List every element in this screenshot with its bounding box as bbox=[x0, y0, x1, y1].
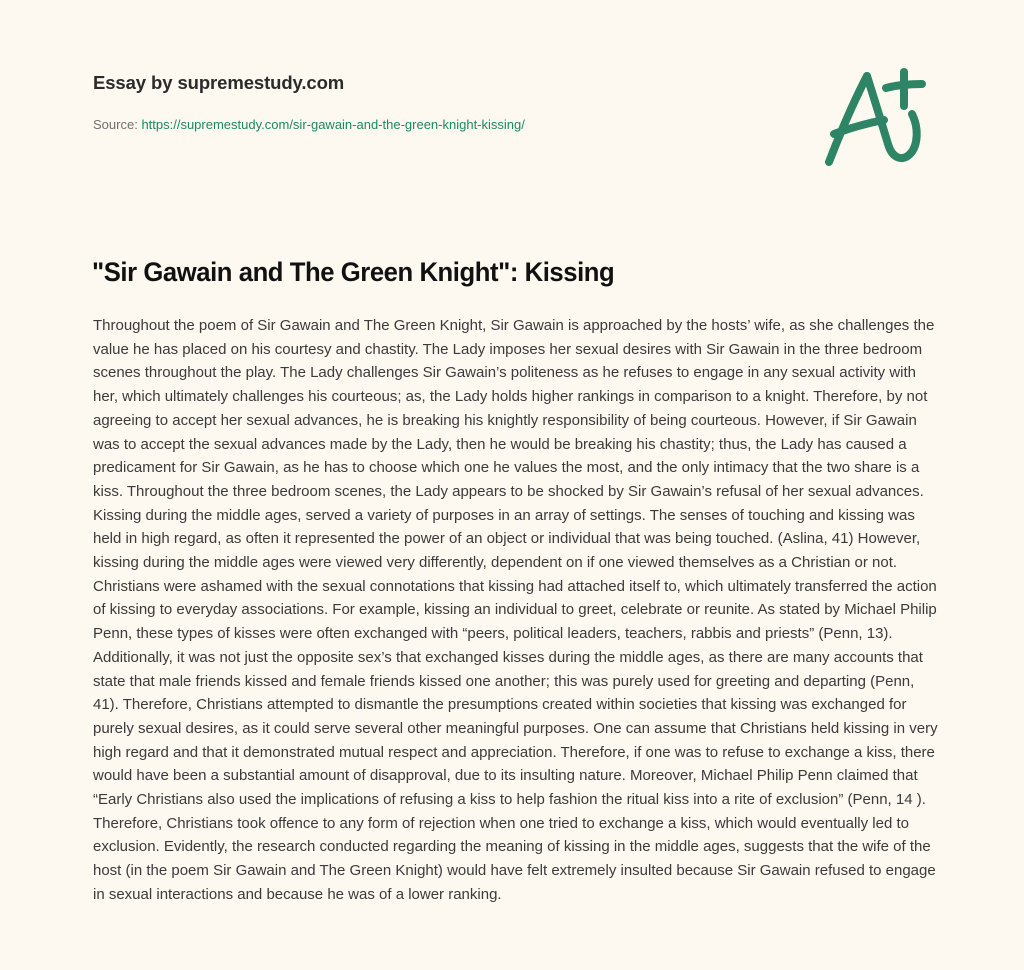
source-label: Source: bbox=[93, 117, 138, 132]
source-url-link[interactable]: https://supremestudy.com/sir-gawain-and-the-green-knight-kissing/ bbox=[141, 117, 525, 132]
source-line bbox=[93, 116, 793, 133]
a-plus-logo-icon bbox=[812, 62, 930, 172]
essay-byline: Essay by supremestudy.com bbox=[93, 72, 345, 93]
essay-body bbox=[93, 314, 938, 907]
essay-body-text: Throughout the poem of Sir Gawain and The Green Knight, Sir Gawain is approached by the hosts’ wife, as she challenges the value he has placed on his courtesy and chastity. The Lady imposes her sexual desires with Sir Gawain in the three bedroom scenes throughout the play. The Lady challenges Sir Gawain’s politeness as he refuses to engage in any sexual activity with her, which ultimately challenges his courteous; as, the Lady holds higher rankings in comparison to a knight. Therefore, by not agreeing to accept her sexual advances, he is breaking his knightly responsibility of being courteous. However, if Sir Gawain was to accept the sexual advances made by the Lady, then he would be breaking his chastity; thus, the Lady has caused a predicament for Sir Gawain, as he has to choose which one he values the most, and the only intimacy that the two share is a kiss. Throughout the three bedroom scenes, the Lady appears to be shocked by Sir Gawain’s refusal of her sexual advances. Kissing during the middle ages, served a variety of purposes in an array of settings. The senses of touching and kissing was held in high regard, as often it represented the power of an object or individual that was being touched. (Aslina, 41) However, kissing during the middle ages were viewed very differently, dependent on if one viewed themselves as a Christian or not. Christians were ashamed with the sexual connotations that kissing had attached itself to, which ultimately transferred the action of kissing to everyday associations. For example, kissing an individual to greet, celebrate or reunite. As stated by Michael Philip Penn, these types of kisses were often exchanged with “peers, political leaders, teachers, rabbis and priests” (Penn, 13). Additionally, it was not just the opposite sex’s that exchanged kisses during the middle ages, as there are many accounts that state that male friends kissed and female friends kissed one another; this was purely used for greeting and departing (Penn, 41). Therefore, Christians attempted to dismantle the presumptions created within societies that kissing was exchanged for purely sexual desires, as it could serve several other meaningful purposes. One can assume that Christians held kissing in very high regard and that it demonstrated mutual respect and appreciation. Therefore, if one was to refuse to exchange a kiss, there would have been a substantial amount of disapproval, due to its insulting nature. Moreover, Michael Philip Penn claimed that “Early Christians also used the implications of refusing a kiss to help fashion the ritual kiss into a rite of exclusion” (Penn, 14 ). Therefore, Christians took offence to any form of rejection when one tried to exchange a kiss, which would eventually led to exclusion. Evidently, the research conducted regarding the meaning of kissing in the middle ages, suggests that the wife of the host (in the poem Sir Gawain and The Green Knight) would have felt extremely insulted because Sir Gawain refused to engage in sexual interactions and because he was of a lower ranking. bbox=[93, 317, 938, 903]
page-header bbox=[93, 72, 793, 133]
page-title: "Sir Gawain and The Green Knight": Kissing bbox=[92, 257, 615, 287]
a-plus-logo[interactable] bbox=[812, 62, 930, 172]
